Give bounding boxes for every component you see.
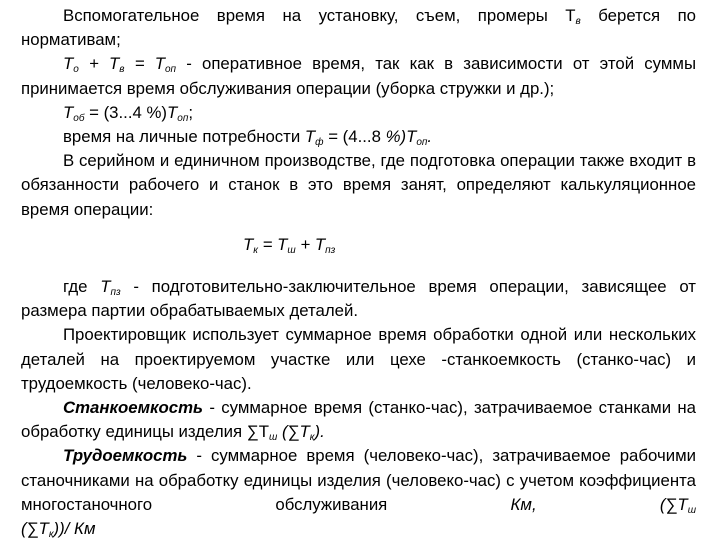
subscript-sh: ш (687, 504, 696, 516)
paragraph-preparatory-time (21, 275, 696, 323)
text-machine-capacity-definition: - суммарное время (станко-час), затрачиваемое станками на обработку единицы изделия (21, 398, 696, 442)
term-machine-capacity: Станкоемкость (63, 398, 203, 418)
subscript-sh: ш (268, 432, 278, 444)
text-period: . (427, 127, 433, 147)
symbol-t: Т (63, 102, 74, 122)
text-by-norms: берется по нормативам; (21, 6, 696, 50)
formula-sum-tsh: ∑Т (246, 422, 269, 442)
symbol-t: Т (167, 102, 178, 122)
subscript-k: к (48, 529, 54, 541)
formula-calculation-time (21, 233, 696, 257)
paragraph-labor-intensity-end (21, 517, 696, 541)
subscript-sh: ш (287, 244, 296, 256)
subscript-op: оп (416, 137, 428, 149)
paragraph-personal-needs (21, 125, 696, 149)
text-percentage: = (3...4 %) (84, 102, 167, 122)
operator-equals: = (258, 234, 278, 254)
text-close-paren: ). (314, 422, 325, 442)
symbol-t: Т (109, 54, 120, 74)
subscript-pz: пз (325, 244, 336, 256)
symbol-t: Т (100, 277, 111, 297)
symbol-t: Т (63, 54, 74, 74)
subscript-o: о (73, 64, 79, 76)
subscript-op: оп (177, 112, 189, 124)
text-where: где (63, 277, 101, 297)
subscript-k: к (253, 244, 258, 256)
text-personal-needs: время на личные потребности (63, 127, 305, 147)
symbol-t: Т (243, 234, 254, 254)
subscript-v: в (575, 16, 581, 27)
paragraph-auxiliary-time (21, 4, 696, 52)
formula-divide-km: ))/ Км (53, 519, 96, 539)
paragraph-service-time (21, 101, 696, 125)
text-auxiliary-time: Вспомогательное время на установку, съем, промеры Т (63, 6, 576, 25)
paragraph-labor-intensity (21, 444, 696, 517)
formula-sum-tk: (∑Т (277, 422, 310, 442)
text-labor-intensity-definition: - суммарное время (человеко-час), затрачиваемое рабочими станочниками на обработку единицы изделия (человеко-час) с учетом коэффициента многостаночного обслуживания (21, 446, 696, 514)
subscript-v: в (119, 64, 125, 76)
subscript-pz: пз (110, 287, 121, 299)
symbol-t: Т (154, 54, 165, 74)
text-semicolon: ; (188, 102, 194, 122)
text-preparatory-description: - подготовительно-заключительное время операции, зависящее от размера партии обрабатываемых деталей. (21, 277, 696, 321)
paragraph-serial-production: В серийном и единичном производстве, где подготовка операции также входит в обязанности рабочего и станок в это время занят, определяют калькуляционное время операции: (21, 151, 696, 219)
paragraph-machine-capacity (21, 396, 696, 444)
symbol-t: Т (304, 127, 316, 147)
symbol-t: Т (277, 234, 288, 254)
text-operative-description: - оперативное время, так как в зависимости от этой суммы принимается время обслуживания операции (уборка стружки и др.); (21, 54, 697, 98)
operator-equals: = (124, 54, 155, 74)
symbol-t: Т (314, 234, 326, 254)
symbol-t: Т (406, 127, 417, 147)
text-percentage: = (4...8 (323, 127, 386, 147)
operator-plus: + (295, 234, 315, 254)
text-percent-close: %) (385, 127, 407, 147)
paragraph-designer: Проектировщик использует суммарное время обработки одной или нескольких деталей на проектируемом участке или цехе -станкоемкость (станко-час) и трудоемкость (человеко-час). (21, 325, 696, 393)
subscript-ob: об (73, 112, 85, 124)
formula-sum-tk: (∑Т (21, 519, 49, 539)
operator-plus: + (78, 54, 110, 74)
subscript-f: ф (315, 137, 324, 149)
formula-km: Км, (∑Т (510, 494, 688, 514)
subscript-op: оп (164, 64, 177, 76)
term-labor-intensity: Трудоемкость (63, 446, 188, 466)
subscript-k: к (309, 432, 315, 444)
paragraph-operative-time (21, 52, 696, 100)
